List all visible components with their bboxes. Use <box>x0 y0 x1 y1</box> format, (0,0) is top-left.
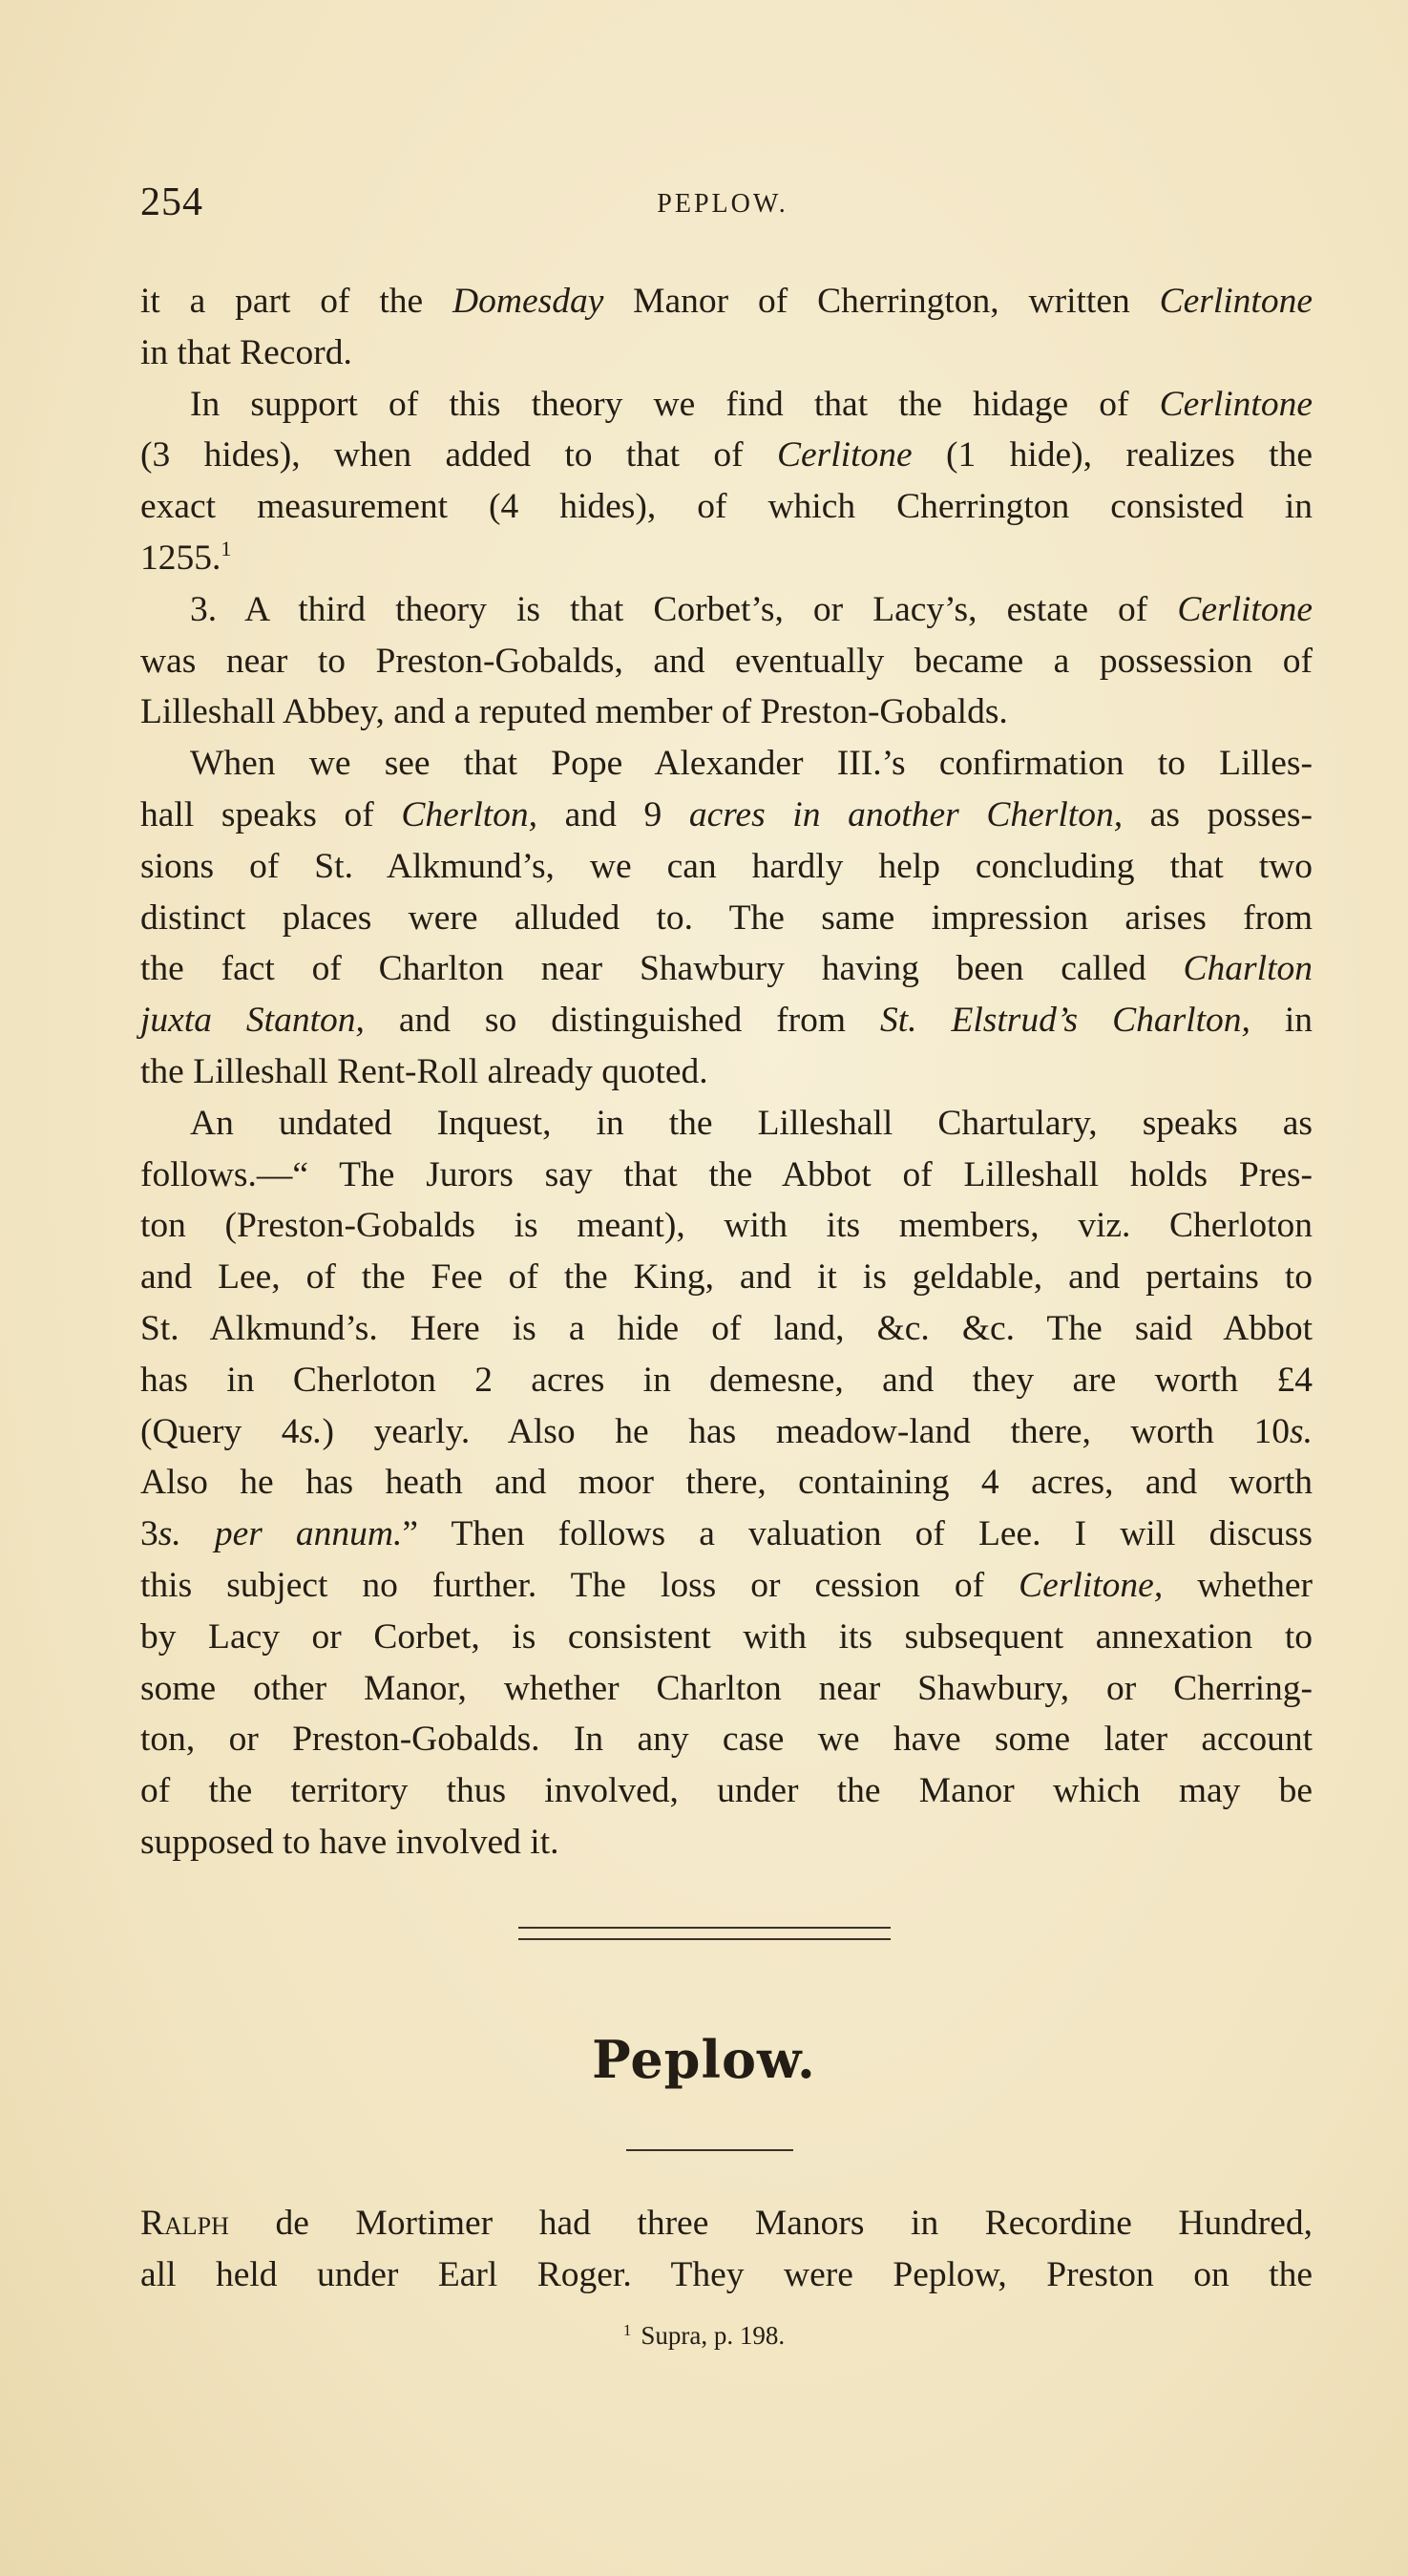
text-line: in that Record. <box>140 332 352 372</box>
text-line: When we see that Pope Alexander III.’s confirmation to Lilles- <box>190 744 1313 784</box>
section-heading: Peplow. <box>592 2029 816 2090</box>
running-head: PEPLOW. <box>657 189 788 219</box>
text-line: distinct places were alluded to. The same impression arises from <box>140 897 1313 938</box>
text-line: (Query 4s.) yearly. Also he has meadow-land there, worth 10s. <box>140 1411 1313 1451</box>
text-line: In support of this theory we find that the hidage of Cerlintone <box>190 384 1313 424</box>
text-line: some other Manor, whether Charlton near Shawbury, or Cherring- <box>140 1668 1313 1708</box>
main-text <box>140 276 1313 1869</box>
text-line: Lilleshall Abbey, and a reputed member of Preston-Gobalds. <box>140 692 1008 732</box>
text-line: the Lilleshall Rent-Roll already quoted. <box>140 1051 708 1091</box>
footnote-number: 1 <box>622 2321 632 2339</box>
text-line: hall speaks of Cherlton, and 9 acres in another Cherlton, as posses- <box>140 794 1313 834</box>
text-line: supposed to have involved it. <box>140 1822 559 1862</box>
text-line: exact measurement (4 hides), of which Cherrington consisted in <box>140 487 1313 527</box>
text-line: 3s. per annum.” Then follows a valuation of Lee. I will discuss <box>140 1514 1313 1554</box>
footnote <box>0 2321 1408 2351</box>
text-line: sions of St. Alkmund’s, we can hardly help concluding that two <box>140 846 1313 886</box>
text-line: follows.—“ The Jurors say that the Abbot of Lilleshall holds Pres- <box>140 1154 1313 1194</box>
text-line: An undated Inquest, in the Lilleshall Chartulary, speaks as <box>190 1103 1313 1143</box>
text-line: by Lacy or Corbet, is consistent with its subsequent annexation to <box>140 1616 1313 1657</box>
page-header <box>140 179 1305 237</box>
text-line: all held under Earl Roger. They were Peplow, Preston on the <box>140 2254 1313 2294</box>
text-line: Also he has heath and moor there, containing 4 acres, and worth <box>140 1463 1313 1503</box>
text-line: has in Cherloton 2 acres in demesne, and they are worth £4 <box>140 1360 1313 1400</box>
section-text <box>140 2198 1313 2301</box>
footnote-marker: 1 <box>221 536 232 560</box>
text-line: 1255.$^1$ <box>140 536 232 578</box>
text-line: juxta Stanton, and so distinguished from St. Elstrud’s Charlton, in <box>140 1001 1313 1041</box>
text-line: St. Alkmund’s. Here is a hide of land, &c. &c. The said Abbot <box>140 1308 1313 1348</box>
section-divider <box>518 1927 891 1940</box>
text-line: Ralph de Mortimer had three Manors in Recordine Hundred, <box>140 2204 1313 2243</box>
text-line: of the territory thus involved, under the Manor which may be <box>140 1771 1313 1811</box>
text-line: (3 hides), when added to that of Cerlitone (1 hide), realizes the <box>140 435 1313 475</box>
text-line: the fact of Charlton near Shawbury having been called Charlton <box>140 949 1313 989</box>
text-line: it a part of the Domesday Manor of Cherrington, written Cerlintone <box>140 282 1313 321</box>
text-line: this subject no further. The loss or cession of Cerlitone, whether <box>140 1565 1313 1605</box>
footnote-text: Supra, p. 198. <box>641 2321 786 2350</box>
page-number: 254 <box>140 180 203 224</box>
text-line: ton (Preston-Gobalds is meant), with its members, viz. Cherloton <box>140 1206 1313 1246</box>
heading-rule <box>626 2149 793 2151</box>
text-line: and Lee, of the Fee of the King, and it is geldable, and pertains to <box>140 1257 1313 1298</box>
text-line: 3. A third theory is that Corbet’s, or Lacy’s, estate of Cerlitone <box>190 589 1313 629</box>
text-line: ton, or Preston-Gobalds. In any case we have some later account <box>140 1720 1313 1760</box>
text-line: was near to Preston-Gobalds, and eventually became a possession of <box>140 641 1313 681</box>
